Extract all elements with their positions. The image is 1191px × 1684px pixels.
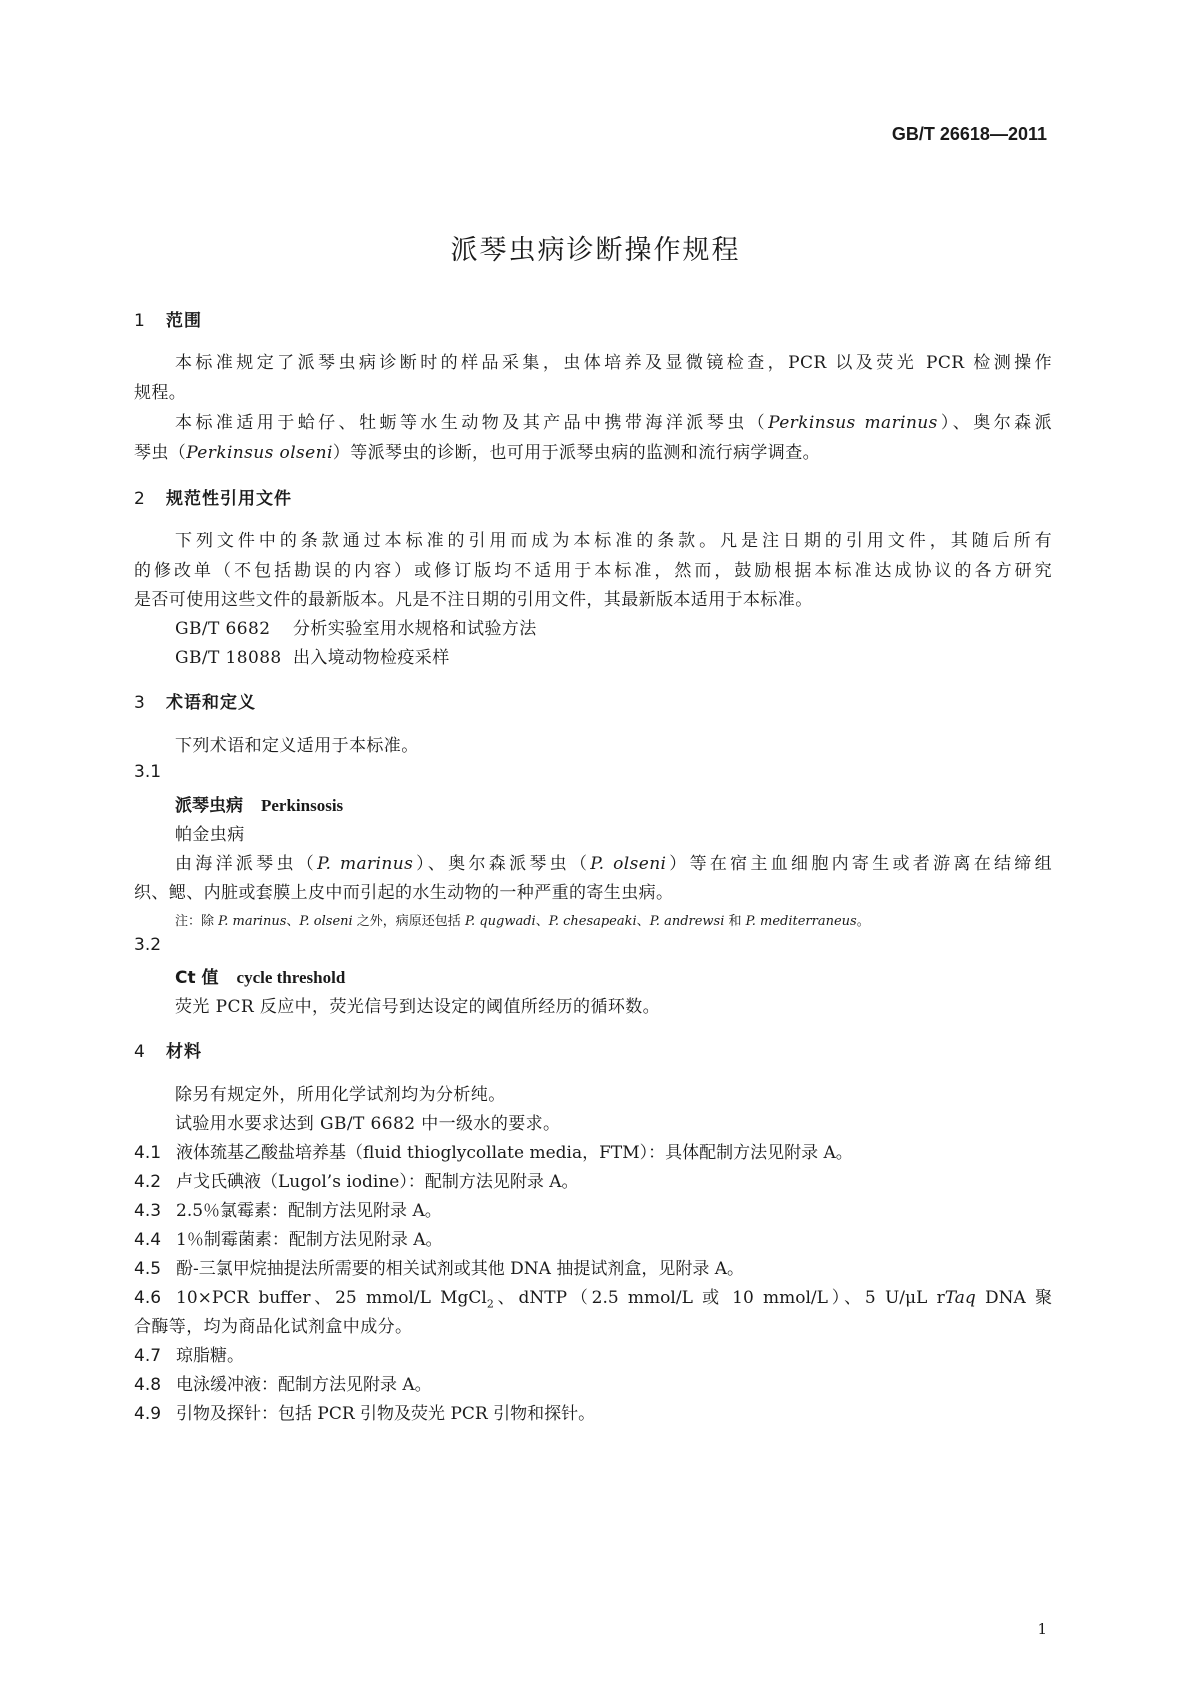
material-item: 4.4 1％制霉菌素：配制方法见附录 A。 xyxy=(134,1230,443,1250)
section-number: 4 xyxy=(134,1042,146,1062)
document-title: 派琴虫病诊断操作规程 xyxy=(450,235,741,266)
paragraph-line: 是否可使用这些文件的最新版本。凡是不注日期的引用文件，其最新版本适用于本标准。 xyxy=(134,590,813,610)
material-item: 4.3 2.5％氯霉素：配制方法见附录 A。 xyxy=(134,1201,442,1221)
section-4-heading xyxy=(134,1037,202,1062)
material-item: 4.9 引物及探针：包括 PCR 引物及荧光 PCR 引物和探针。 xyxy=(134,1404,596,1424)
definition-line: 由海洋派琴虫（P. marinus）、奥尔森派琴虫（P. olseni）等在宿主血细胞内寄生或者游离在结缔组 xyxy=(175,854,1052,874)
page-number: 1 xyxy=(1037,1620,1047,1638)
paragraph-line: 本标准适用于蛤仔、牡蛎等水生动物及其产品中携带海洋派琴虫（Perkinsus marinus）、奥尔森派 xyxy=(175,413,1052,433)
paragraph-line: 除另有规定外，所用化学试剂均为分析纯。 xyxy=(175,1085,506,1105)
section-3-heading xyxy=(134,688,256,713)
clause-number: 3.1 xyxy=(134,762,162,782)
section-number: 2 xyxy=(134,489,146,509)
paragraph-line: 下列术语和定义适用于本标准。 xyxy=(175,736,419,756)
clause-number: 3.2 xyxy=(134,935,162,955)
paragraph-line: 试验用水要求达到 GB/T 6682 中一级水的要求。 xyxy=(175,1114,561,1134)
material-item: 4.5 酚-三氯甲烷抽提法所需要的相关试剂或其他 DNA 抽提试剂盒，见附录 A。 xyxy=(134,1259,745,1279)
reference-item: GB/T 6682 分析实验室用水规格和试验方法 xyxy=(175,619,537,639)
paragraph-line: 的修改单（不包括勘误的内容）或修订版均不适用于本标准，然而，鼓励根据本标准达成协议的各方研究 xyxy=(134,561,1052,581)
standard-number: GB/T 26618—2011 xyxy=(891,124,1047,144)
note: 注：除 P. marinus、P. olseni 之外，病原还包括 P. qugwadi、P. chesapeaki、P. andrewsi 和 P. mediterraneus。 xyxy=(175,914,870,929)
paragraph-line: 本标准规定了派琴虫病诊断时的样品采集，虫体培养及显微镜检查，PCR 以及荧光 PCR 检测操作 xyxy=(175,353,1052,373)
section-number: 3 xyxy=(134,693,146,713)
reference-item: GB/T 18088 出入境动物检疫采样 xyxy=(175,648,450,668)
section-title: 范围 xyxy=(166,311,202,331)
material-item: 4.1 液体巯基乙酸盐培养基（fluid thioglycollate media，FTM）：具体配制方法见附录 A。 xyxy=(134,1143,853,1163)
term-entry: Ct 值 cycle threshold xyxy=(175,968,346,988)
material-item: 4.7 琼脂糖。 xyxy=(134,1346,244,1366)
section-title: 规范性引用文件 xyxy=(166,489,292,509)
definition-line: 荧光 PCR 反应中，荧光信号到达设定的阈值所经历的循环数。 xyxy=(175,997,661,1017)
section-title: 材料 xyxy=(166,1042,202,1062)
section-1-heading xyxy=(134,306,202,331)
term-entry: 派琴虫病 Perkinsosis xyxy=(175,796,344,816)
section-number: 1 xyxy=(134,311,146,331)
material-item: 4.2 卢戈氏碘液（Lugol’s iodine）：配制方法见附录 A。 xyxy=(134,1172,579,1192)
paragraph-line: 下列文件中的条款通过本标准的引用而成为本标准的条款。凡是注日期的引用文件，其随后所有 xyxy=(175,531,1052,551)
material-item-continuation: 合酶等，均为商品化试剂盒中成分。 xyxy=(134,1317,413,1337)
section-title: 术语和定义 xyxy=(166,693,256,713)
material-item: 4.8 电泳缓冲液：配制方法见附录 A。 xyxy=(134,1375,432,1395)
paragraph-line: 琴虫（Perkinsus olseni）等派琴虫的诊断，也可用于派琴虫病的监测和流行病学调查。 xyxy=(134,443,820,463)
paragraph-line: 规程。 xyxy=(134,383,187,403)
definition-line: 织、鳃、内脏或套膜上皮中而引起的水生动物的一种严重的寄生虫病。 xyxy=(134,883,674,903)
material-item: 4.6 10×PCR buffer、25 mmol/L MgCl$_2$、dNTP（2.5 mmol/L 或 10 mmol/L）、5 U/μL rTaq DNA 聚 xyxy=(134,1288,1052,1311)
section-2-heading xyxy=(134,484,292,509)
term-synonym: 帕金虫病 xyxy=(175,825,245,845)
